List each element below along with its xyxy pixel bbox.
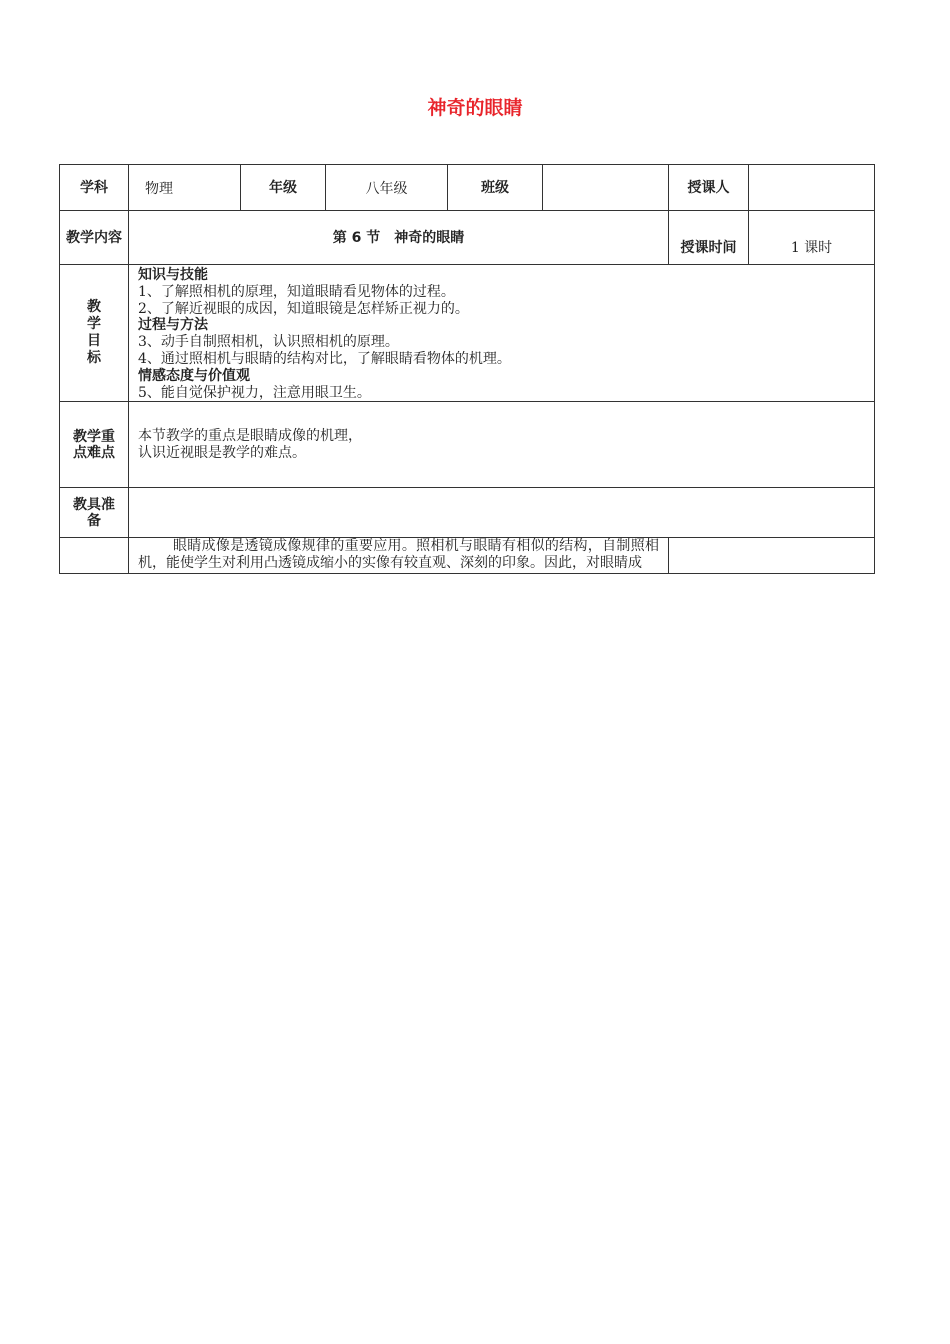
objective-item: 5、能自觉保护视力，注意用眼卫生。 xyxy=(138,384,371,401)
teacher-value xyxy=(749,165,875,211)
lesson-plan-table xyxy=(59,164,875,574)
objectives-row xyxy=(60,265,875,402)
teacher-label: 授课人 xyxy=(669,165,749,211)
key-points-content xyxy=(129,402,875,488)
time-label: 授课时间 xyxy=(669,211,749,265)
subject-value: 物理 xyxy=(129,165,241,211)
content-label xyxy=(60,211,129,265)
analysis-text: 眼睛成像是透镜成像规律的重要应用。照相机与眼睛有相似的结构，自制照相机，能使学生对利用凸透镜成缩小的实像有较直观、深刻的印象。因此，对眼睛成 xyxy=(138,538,659,572)
grade-label: 年级 xyxy=(241,165,326,211)
key-point-line: 本节教学的重点是眼睛成像的机理， xyxy=(138,428,362,445)
objective-item: 2、了解近视眼的成因，知道眼镜是怎样矫正视力的。 xyxy=(138,300,469,317)
content-row xyxy=(60,211,875,265)
objective-item: 1、了解照相机的原理，知道眼睛看见物体的过程。 xyxy=(138,283,455,300)
objective-item: 3、动手自制照相机，认识照相机的原理。 xyxy=(138,334,399,351)
analysis-label xyxy=(60,538,129,574)
class-value xyxy=(543,165,669,211)
objectives-label-char: 标 xyxy=(87,350,101,367)
objective-heading: 情感态度与价值观 xyxy=(138,367,250,384)
objectives-label xyxy=(60,265,129,402)
analysis-notes xyxy=(669,538,875,574)
objectives-content xyxy=(129,265,875,402)
objectives-label-char: 学 xyxy=(87,316,101,333)
objective-heading: 过程与方法 xyxy=(138,317,208,334)
key-point-line: 认识近视眼是教学的难点。 xyxy=(138,445,306,462)
tools-value xyxy=(129,488,875,538)
header-row xyxy=(60,165,875,211)
analysis-content xyxy=(129,538,669,574)
analysis-row xyxy=(60,538,875,574)
subject-label: 学科 xyxy=(60,165,129,211)
grade-value: 八年级 xyxy=(326,165,448,211)
tools-label xyxy=(60,488,129,538)
objectives-label-char: 目 xyxy=(87,333,101,350)
objective-heading: 知识与技能 xyxy=(138,267,208,283)
document-title: 神奇的眼睛 xyxy=(427,97,523,119)
key-points-row xyxy=(60,402,875,488)
objectives-label-char: 教 xyxy=(87,299,101,316)
tools-row xyxy=(60,488,875,538)
lesson-title: 第 6 节 神奇的眼睛 xyxy=(129,211,669,265)
key-points-label xyxy=(60,402,129,488)
class-label: 班级 xyxy=(448,165,543,211)
key-points-label-text: 教学重点难点 xyxy=(73,428,115,461)
objective-item: 4、通过照相机与眼睛的结构对比，了解眼睛看物体的机理。 xyxy=(138,350,511,367)
tools-label-text: 教具准备 xyxy=(73,496,115,529)
content-label-text: 教学内容 xyxy=(66,229,122,246)
time-value: 1 课时 xyxy=(749,211,875,265)
